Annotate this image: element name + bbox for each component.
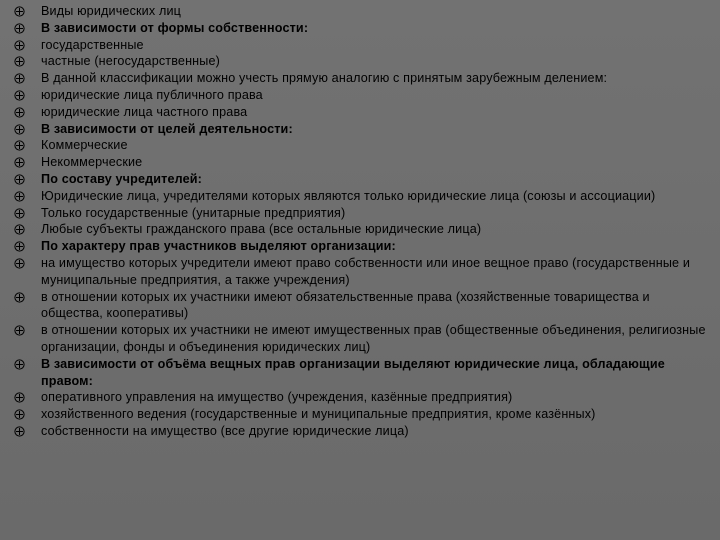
circled-cross-bullet-icon	[14, 426, 25, 437]
circled-cross-bullet-icon	[14, 23, 25, 34]
circled-cross-bullet-icon	[14, 6, 25, 17]
list-item-text: государственные	[41, 37, 144, 52]
list-item	[14, 423, 714, 440]
list-item-text: юридические лица публичного права	[41, 87, 263, 102]
list-item-text: Виды юридических лиц	[41, 4, 181, 18]
circled-cross-bullet-icon	[14, 140, 25, 151]
list-item-text: на имущество которых учредители имеют право собственности или иное вещное право (государственные и муниципальные предприятия, а также учреждения)	[41, 255, 691, 287]
circled-cross-bullet-icon	[14, 90, 25, 101]
list-heading	[14, 238, 714, 255]
list-item-text: частные (негосударственные)	[41, 54, 220, 69]
circled-cross-bullet-icon	[14, 325, 25, 336]
circled-cross-bullet-icon	[14, 56, 25, 67]
list-heading	[14, 121, 714, 138]
list-item-text: Юридические лица, учредителями которых являются только юридические лица (союзы и ассоциации)	[41, 188, 656, 203]
list-item	[14, 188, 714, 205]
circled-cross-bullet-icon	[14, 73, 25, 84]
circled-cross-bullet-icon	[14, 258, 25, 269]
bullet-list	[14, 3, 714, 440]
list-item	[14, 53, 714, 70]
list-item-text: юридические лица частного права	[41, 104, 248, 119]
list-item-text: В зависимости от целей деятельности:	[41, 121, 293, 136]
circled-cross-bullet-icon	[14, 392, 25, 403]
list-item-text: В зависимости от объёма вещных прав организации выделяют юридические лица, обладающие правом:	[41, 356, 665, 388]
list-item	[14, 37, 714, 54]
circled-cross-bullet-icon	[14, 191, 25, 202]
circled-cross-bullet-icon	[14, 224, 25, 235]
list-item-text: Только государственные (унитарные предприятия)	[41, 205, 346, 220]
circled-cross-bullet-icon	[14, 40, 25, 51]
list-item-text: В данной классификации можно учесть прямую аналогию с принятым зарубежным делением:	[41, 71, 608, 86]
list-item	[14, 221, 714, 238]
list-item	[14, 289, 714, 323]
list-item-text: оперативного управления на имущество (учреждения, казённые предприятия)	[41, 390, 513, 405]
list-item-text: Некоммерческие	[41, 155, 143, 170]
circled-cross-bullet-icon	[14, 359, 25, 370]
list-heading	[14, 356, 714, 390]
list-item	[14, 70, 714, 87]
circled-cross-bullet-icon	[14, 409, 25, 420]
circled-cross-bullet-icon	[14, 241, 25, 252]
list-item	[14, 87, 714, 104]
list-heading	[14, 171, 714, 188]
list-item-text: По составу учредителей:	[41, 171, 203, 186]
circled-cross-bullet-icon	[14, 124, 25, 135]
list-item	[14, 3, 714, 20]
list-item-text: В зависимости от формы собственности:	[41, 20, 309, 35]
circled-cross-bullet-icon	[14, 107, 25, 118]
list-item	[14, 389, 714, 406]
list-item	[14, 205, 714, 222]
circled-cross-bullet-icon	[14, 174, 25, 185]
circled-cross-bullet-icon	[14, 208, 25, 219]
list-item	[14, 154, 714, 171]
list-item-text: в отношении которых их участники имеют обязательственные права (хозяйственные товарищества и общества, кооперативы)	[41, 289, 650, 321]
list-item-text: По характеру прав участников выделяют организации:	[41, 239, 396, 254]
list-item-text: собственности на имущество (все другие юридические лица)	[41, 423, 409, 438]
list-item	[14, 322, 714, 356]
list-item-text: хозяйственного ведения (государственные и муниципальные предприятия, кроме казённых)	[41, 407, 596, 422]
list-item-text: Коммерческие	[41, 138, 128, 153]
list-heading	[14, 20, 714, 37]
list-item	[14, 406, 714, 423]
list-item-text: в отношении которых их участники не имеют имущественных прав (общественные объединения, религиозные организации, фонды и объединения юридических лиц)	[41, 323, 706, 354]
list-item	[14, 104, 714, 121]
list-item	[14, 137, 714, 154]
circled-cross-bullet-icon	[14, 292, 25, 303]
circled-cross-bullet-icon	[14, 157, 25, 168]
list-item-text: Любые субъекты гражданского права (все остальные юридические лица)	[41, 222, 482, 237]
list-item	[14, 255, 714, 289]
